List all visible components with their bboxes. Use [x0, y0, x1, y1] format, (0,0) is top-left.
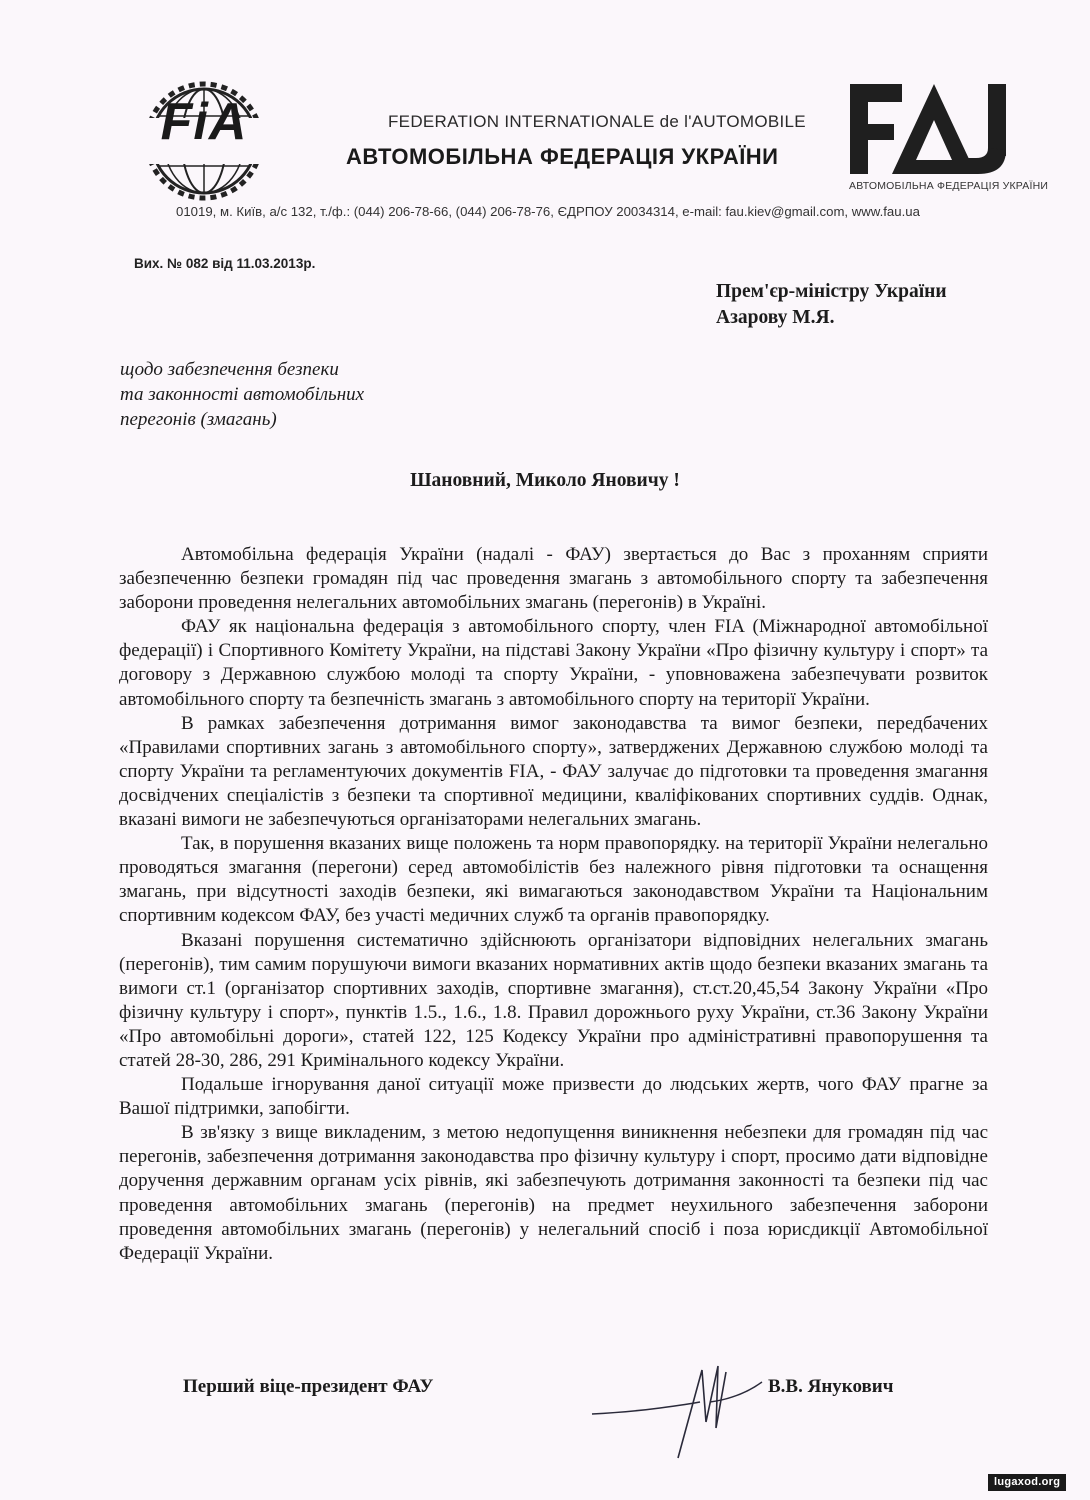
paragraph: Автомобільна федерація України (надалі - ФАУ) звертається до Вас з проханням сприяти забезпеченню безпеки громадян під час проведення змагань з автомобільного спорту та забезпечення заборони проведення нелегальних автомобільних змагань (перегонів) в Україні.: [119, 544, 988, 614]
site-watermark: lugaxod.org: [988, 1474, 1066, 1491]
fia-logo-text: FiA: [160, 93, 248, 151]
org-name-ua: АВТОМОБІЛЬНА ФЕДЕРАЦІЯ УКРАЇНИ: [346, 144, 779, 169]
paragraph: Так, в порушення вказаних вище положень та норм правопорядку. на території України нелегально проводяться змагання (перегони) серед автомобілістів без належного рівня підготовки та оснащення змагань, при відсутності заходів безпеки, які вимагаються законодавством України та Національним спортивним кодексом ФАУ, без участі медичних служб та органів правопорядку.: [119, 833, 988, 927]
recipient-title: Прем'єр-міністру України: [716, 281, 947, 302]
org-name-en: FEDERATION INTERNATIONALE de l'AUTOMOBILE: [388, 112, 806, 131]
subject-block: [120, 357, 364, 432]
subject-line: перегонів (змагань): [120, 409, 277, 430]
signer-title: Перший віце-президент ФАУ: [183, 1376, 434, 1397]
paragraph: Подальше ігнорування даної ситуації може призвести до людських жертв, чого ФАУ прагне за Вашої підтримки, запобігти.: [119, 1074, 988, 1120]
paragraph: Вказані порушення систематично здійснюють організатори відповідних нелегальних змагань (перегонів), тим самим порушуючи вимоги вказаних нормативних актів щодо безпеки вказаних змагань та вимоги ст.1 (організатор спортивних заходів, спортивне змагання), ст.ст.20,45,54 Закону України «Про фізичну культуру і спорт», пунктів 1.5., 1.6., 1.8. Правил дорожнього руху України, ст.36 Закону України «Про автомобільні дороги», статей 122, 125 Кодексу України про адміністративні правопорушення та статей 28-30, 286, 291 Кримінального кодексу України.: [119, 929, 988, 1071]
subject-line: та законності автомобільних: [120, 384, 365, 405]
subject-line: щодо забезпечення безпеки: [120, 359, 339, 380]
fau-logo-caption: АВТОМОБІЛЬНА ФЕДЕРАЦІЯ УКРАЇНИ: [849, 180, 1049, 192]
paragraph: В зв'язку з вище викладеним, з метою недопущення виникнення небезпеки для громадян під час перегонів, забезпечення дотримання законодавства про фізичну культуру і спорт, просимо дати відповідне доручення державним органам усіх рівнів, які забезпечують дотримання законності та безпеки під час проведення автомобільних змагань (перегонів) на предмет неухильного забезпечення заборони проведення автомобільних змагань (перегонів) у нелегальний спосіб і поза юрисдикції Автомобільної Федерації України.: [119, 1122, 988, 1264]
outgoing-number: Вих. № 082 від 11.03.2013р.: [134, 256, 316, 271]
signer-name: В.В. Янукович: [768, 1376, 894, 1397]
paragraph: ФАУ як національна федерація з автомобільного спорту, член FIA (Міжнародної автомобільної федерації) і Спортивного Комітету України, на підставі Закону України «Про фізичну культуру і спорт» та договору з Державною службою молоді та спорту України, - уповноважена забезпечувати розвиток автомобільного спорту та безпечність змагань з автомобільного спорту на території України.: [119, 616, 988, 710]
greeting: Шановний, Миколо Яновичу !: [410, 470, 680, 491]
recipient-name: Азарову М.Я.: [716, 307, 835, 328]
letter-body: [119, 543, 988, 1266]
paragraph: В рамках забезпечення дотримання вимог законодавства та вимог безпеки, передбачених «Правилами спортивних загань з автомобільного спорту», затверджених Державною службою молоді та спорту України та регламентуючих документів FIA, - ФАУ залучає до підготовки та проведення змагання досвідчених спеціалістів з безпеки та спортивної медицини, кваліфікованих спортивних суддів. Однак, вказані вимоги не забезпечуються організаторами нелегальних змагань.: [119, 712, 988, 831]
fau-logo: [848, 80, 1018, 180]
handwritten-signature: [590, 1362, 770, 1462]
header-address: 01019, м. Київ, а/с 132, т./ф.: (044) 206-78-66, (044) 206-78-76, ЄДРПОУ 20034314, e-mail: fau.kiev@gmail.com, www.fau.ua: [176, 204, 920, 219]
